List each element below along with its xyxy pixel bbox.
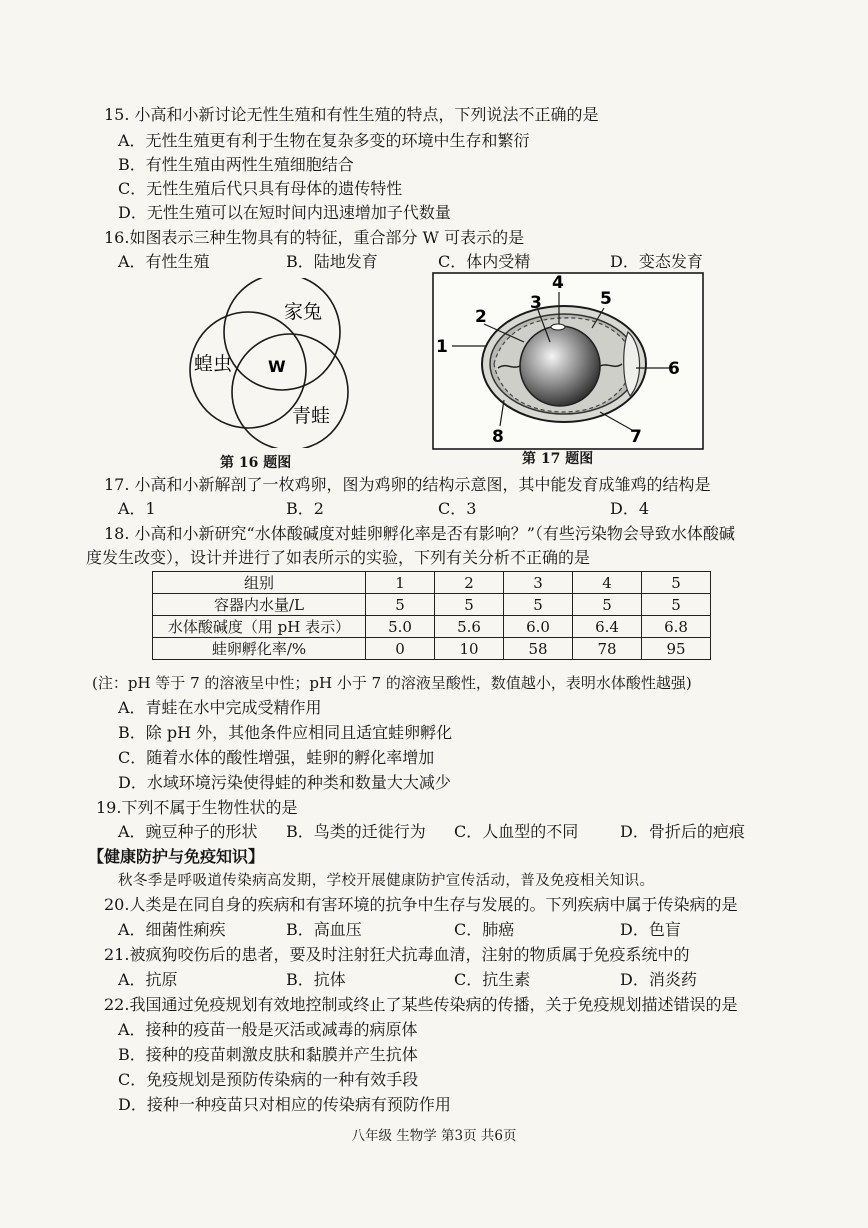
q16-option-a: A．有性生殖 — [118, 252, 210, 271]
q20-option-b: B．高血压 — [286, 920, 362, 939]
table-row — [153, 616, 711, 638]
q16-option-c: C．体内受精 — [438, 252, 531, 271]
q21-option-d: D．消炎药 — [620, 970, 697, 989]
q21-option-a: A．抗原 — [118, 970, 178, 989]
q15-option-d: D．无性生殖可以在短时间内迅速增加子代数量 — [118, 203, 451, 222]
q21-option-c: C．抗生素 — [454, 970, 531, 989]
q18-option-c: C．随着水体的酸性增强，蛙卵的孵化率增加 — [118, 748, 435, 767]
q22-option-b: B．接种的疫苗刺激皮肤和黏膜并产生抗体 — [118, 1045, 418, 1064]
venn-label-rabbit: 家兔 — [284, 301, 323, 323]
q18-option-d: D．水域环境污染使得蛙的种类和数量大大减少 — [118, 773, 451, 792]
q19-option-c: C．人血型的不同 — [454, 822, 579, 841]
q21-options — [118, 969, 697, 991]
table-cell: 5 — [366, 594, 435, 616]
fig17-label-2: 2 — [475, 307, 487, 327]
table-row — [153, 572, 711, 594]
fig16-caption: 第 16 题图 — [220, 455, 292, 471]
q15-option-a: A．无性生殖更有利于生物在复杂多变的环境中生存和繁衍 — [118, 131, 530, 150]
section-title: 【健康防护与免疫知识】 — [88, 847, 265, 866]
q21-option-b: B．抗体 — [286, 970, 346, 989]
q15-option-b: B．有性生殖由两性生殖细胞结合 — [118, 155, 354, 174]
table-cell: 5 — [435, 594, 504, 616]
table-cell: 1 — [366, 572, 435, 594]
q17-option-c: C．3 — [438, 499, 477, 518]
table-row-label: 蛙卵孵化率/% — [153, 638, 366, 660]
q19-option-a: A．豌豆种子的形状 — [118, 822, 258, 841]
egg-germinal-disc — [551, 324, 565, 330]
table-cell: 5 — [573, 594, 642, 616]
fig17-label-6: 6 — [668, 359, 680, 379]
q22-option-c: C．免疫规划是预防传染病的一种有效手段 — [118, 1070, 419, 1089]
q17-option-a: A．1 — [118, 499, 156, 518]
q22-option-a: A．接种的疫苗一般是灭活或减毒的病原体 — [118, 1020, 418, 1039]
table-cell: 6.0 — [504, 616, 573, 638]
table-cell: 6.4 — [573, 616, 642, 638]
fig17-label-1: 1 — [436, 337, 448, 357]
q22-option-d: D．接种一种疫苗只对相应的传染病有预防作用 — [118, 1095, 451, 1114]
table-cell: 95 — [642, 638, 711, 660]
table-cell: 58 — [504, 638, 573, 660]
venn-label-overlap: W — [268, 357, 286, 376]
fig17-label-3: 3 — [530, 293, 542, 313]
table-cell: 5 — [504, 594, 573, 616]
table-cell: 5.6 — [435, 616, 504, 638]
venn-circle-frog — [232, 334, 348, 448]
table-cell: 3 — [504, 572, 573, 594]
q17-options — [118, 498, 649, 520]
table-row — [153, 638, 711, 660]
q21-stem: 21.被疯狗咬伤后的患者，要及时注射狂犬抗毒血清，注射的物质属于免疫系统中的 — [104, 945, 690, 964]
q16-option-d: D．变态发育 — [610, 252, 703, 271]
table-cell: 5 — [642, 572, 711, 594]
fig17-label-4: 4 — [552, 273, 564, 293]
q17-option-d: D．4 — [610, 499, 650, 518]
table-cell: 10 — [435, 638, 504, 660]
q18-data-table — [152, 571, 711, 660]
q15-option-c: C．无性生殖后代只具有母体的遗传特性 — [118, 179, 403, 198]
q16-options — [118, 251, 703, 273]
venn-label-frog: 青蛙 — [292, 405, 331, 427]
q18-stem-line2: 度发生改变），设计并进行了如表所示的实验，下列有关分析不正确的是 — [86, 548, 591, 567]
egg-structure-figure — [432, 272, 704, 450]
q19-option-b: B．鸟类的迁徙行为 — [286, 822, 426, 841]
table-cell: 78 — [573, 638, 642, 660]
q17-stem: 17. 小高和小新解剖了一枚鸡卵，图为鸡卵的结构示意图，其中能发育成雏鸡的结构是 — [104, 475, 711, 494]
q19-options — [118, 821, 745, 843]
q18-stem-line1: 18. 小高和小新研究“水体酸碱度对蛙卵孵化率是否有影响？”（有些污染物会导致水体酸碱 — [104, 524, 735, 543]
table-row-label: 水体酸碱度（用 pH 表示） — [153, 616, 366, 638]
q19-option-d: D．骨折后的疤痕 — [620, 822, 745, 841]
fig17-caption: 第 17 题图 — [522, 451, 594, 467]
table-cell: 6.8 — [642, 616, 711, 638]
page-footer: 八年级 生物学 第3页 共6页 — [351, 1128, 517, 1144]
q20-option-c: C．肺癌 — [454, 920, 515, 939]
table-row-label: 容器内水量/L — [153, 594, 366, 616]
q16-stem: 16.如图表示三种生物具有的特征，重合部分 W 可表示的是 — [104, 228, 525, 247]
egg-yolk — [520, 326, 600, 406]
q20-stem: 20.人类是在同自身的疾病和有害环境的抗争中生存与发展的。下列疾病中属于传染病的是 — [104, 895, 738, 914]
q19-stem: 19.下列不属于生物性状的是 — [96, 798, 298, 817]
q20-options — [118, 919, 681, 941]
q22-stem: 22.我国通过免疫规划有效地控制或终止了某些传染病的传播，关于免疫规划描述错误的是 — [104, 995, 738, 1014]
q20-option-d: D．色盲 — [620, 920, 681, 939]
table-row-label: 组别 — [153, 572, 366, 594]
venn-label-locust: 蝗虫 — [194, 353, 233, 375]
q18-option-a: A．青蛙在水中完成受精作用 — [118, 698, 322, 717]
fig17-label-8: 8 — [492, 427, 504, 447]
q20-option-a: A．细菌性痢疾 — [118, 920, 226, 939]
fig17-label-7: 7 — [630, 427, 642, 447]
q17-option-b: B．2 — [286, 499, 324, 518]
table-row — [153, 594, 711, 616]
q15-stem: 15. 小高和小新讨论无性生殖和有性生殖的特点，下列说法不正确的是 — [104, 105, 599, 124]
q18-option-b: B．除 pH 外，其他条件应相同且适宜蛙卵孵化 — [118, 723, 453, 742]
section-intro: 秋冬季是呼吸道传染病高发期，学校开展健康防护宣传活动，普及免疫相关知识。 — [118, 873, 655, 889]
table-cell: 4 — [573, 572, 642, 594]
fig17-label-5: 5 — [600, 289, 612, 309]
table-cell: 0 — [366, 638, 435, 660]
table-cell: 2 — [435, 572, 504, 594]
venn-diagram — [180, 278, 380, 448]
table-cell: 5.0 — [366, 616, 435, 638]
q16-option-b: B．陆地发育 — [286, 252, 378, 271]
table-cell: 5 — [642, 594, 711, 616]
q18-note: (注：pH 等于 7 的溶液呈中性；pH 小于 7 的溶液呈酸性，数值越小，表明水体酸性越强) — [92, 674, 692, 692]
